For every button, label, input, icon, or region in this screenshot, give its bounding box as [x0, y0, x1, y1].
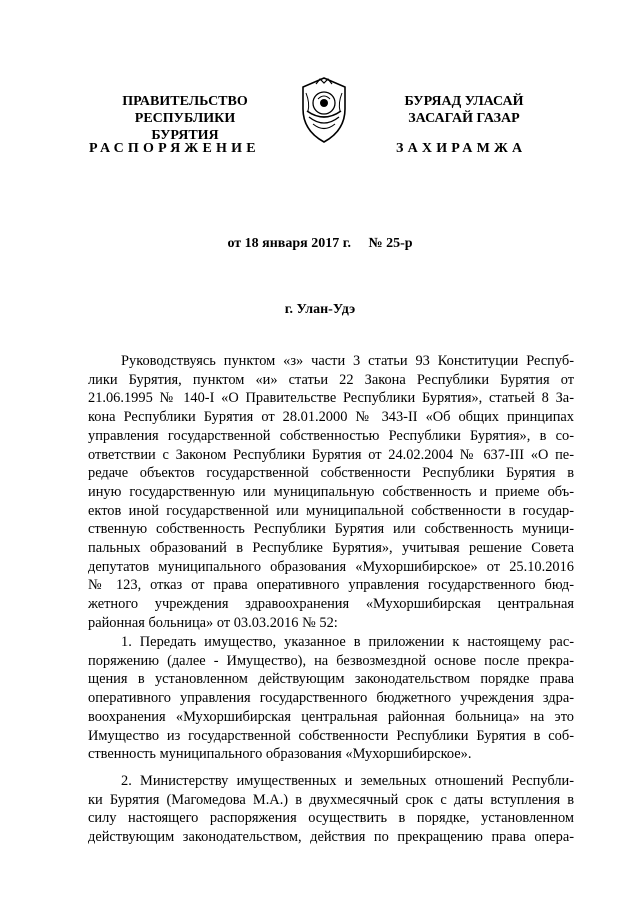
government-name-bur-line1: БУРЯАД УЛАСАЙ	[404, 94, 524, 109]
text-line: 2. Министерству имущественных и земельных отношений Республи-	[121, 773, 574, 789]
document-type-bur: ЗАХИРАМЖА	[396, 141, 527, 156]
text-line: 1. Передать имущество, указанное в приложении к настоящему рас-	[121, 634, 574, 650]
text-line: ответствии с Законом Республики Бурятия от 24.02.2004 № 637-III «О пе-	[88, 446, 574, 463]
paragraph-preamble	[88, 352, 574, 633]
text-line: депутатов муниципального образования «Мухоршибирское» от 25.10.2016	[88, 558, 574, 575]
text-line: лики Бурятия, пунктом «и» статьи 22 Закона Республики Бурятия от	[88, 371, 574, 388]
paragraph-item-1	[88, 633, 574, 764]
government-name-ru-line1: ПРАВИТЕЛЬСТВО	[122, 94, 248, 109]
text-line: районная больница» от 03.03.2016 № 52:	[88, 614, 338, 631]
text-line: иную государственную или муниципальную собственность и приеме объ-	[88, 483, 574, 500]
text-line: силу настоящего распоряжения осуществить в порядке, установленном	[88, 810, 574, 827]
date-number-line	[0, 236, 640, 252]
text-line: щения в установленном действующим законодательством порядке права	[88, 671, 574, 688]
text-line: ственность муниципального образования «Мухоршибирское».	[88, 746, 472, 763]
text-line: управления государственной собственностью Республики Бурятия», в со-	[88, 427, 574, 444]
text-line: пальных образований в Республике Бурятия», учитывая решение Совета	[88, 540, 574, 557]
government-name-ru	[100, 93, 270, 144]
government-name-ru-line2: РЕСПУБЛИКИ БУРЯТИЯ	[134, 111, 236, 143]
document-date: от 18 января 2017 г.	[227, 236, 351, 251]
text-line: № 123, отказ от права оперативного управления государственного бюд-	[88, 577, 574, 594]
text-line: Руководствуясь пунктом «з» части 3 статьи 93 Конституции Респуб-	[121, 353, 574, 369]
document-city: г. Улан-Удэ	[284, 302, 356, 317]
text-line: кона Республики Бурятия от 28.01.2000 № 343-II «Об общих принципах	[88, 409, 574, 426]
text-line: оперативного управления государственного бюджетного учреждения здра-	[88, 690, 574, 707]
document-number: № 25-р	[368, 236, 413, 251]
text-line: редаче объектов государственной собственности Республики Бурятия в	[88, 465, 574, 482]
text-line: ки Бурятия (Магомедова М.А.) в двухмесячный срок с даты вступления в	[88, 791, 574, 808]
government-name-bur-line2: ЗАСАГАЙ ГАЗАР	[408, 111, 520, 126]
coat-of-arms-emblem	[296, 75, 352, 145]
document-type-ru: РАСПОРЯЖЕНИЕ	[89, 141, 260, 156]
text-line: ектов иной государственной или муниципальной собственности в государ-	[88, 502, 574, 519]
text-line: действующим законодательством, действия по прекращению права опера-	[88, 829, 574, 846]
government-name-bur	[374, 93, 554, 127]
text-line: Имущество из государственной собственности Республики Бурятия в соб-	[88, 727, 574, 744]
text-line: ственную собственность Республики Бурятия или собственность муници-	[88, 521, 574, 538]
text-line: воохранения «Мухоршибирская центральная районная больница» на это	[88, 708, 574, 725]
paragraph-item-2	[88, 772, 574, 847]
text-line: жетного учреждения здравоохранения «Мухоршибирская центральная	[88, 596, 574, 613]
text-line: 21.06.1995 № 140-I «О Правительстве Республики Бурятия», статьей 8 За-	[88, 390, 574, 407]
text-line: поряжению (далее - Имущество), на безвозмездной основе после прекра-	[88, 652, 574, 669]
